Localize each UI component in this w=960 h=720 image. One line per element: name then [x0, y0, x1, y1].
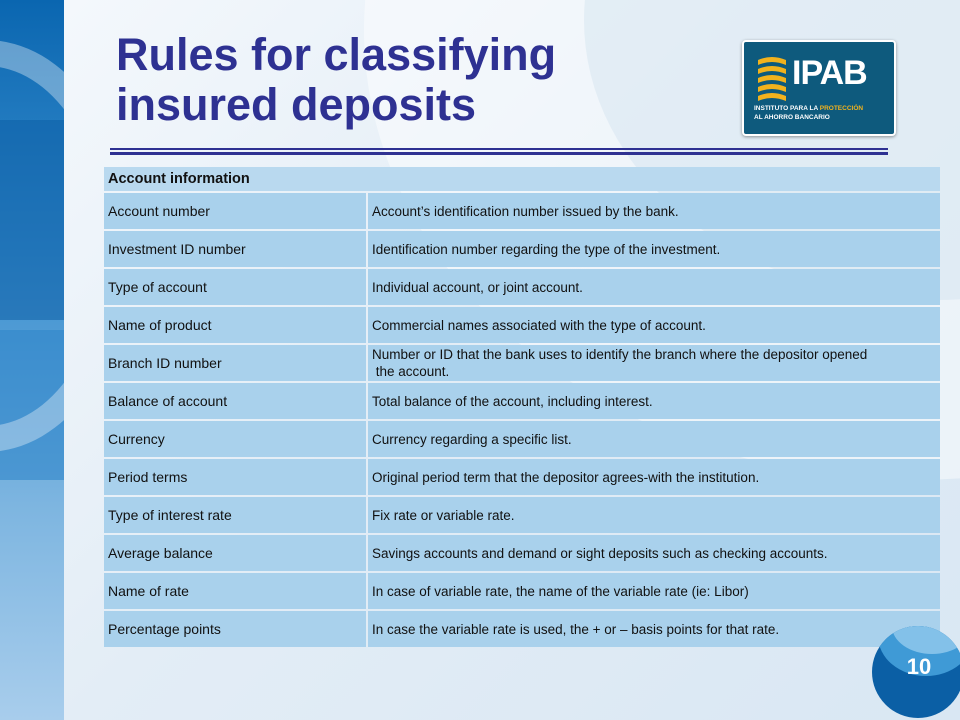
field-name: Type of account — [104, 269, 366, 305]
table-row — [104, 459, 940, 495]
page-number: 10 — [906, 654, 932, 679]
strip-curve — [0, 40, 64, 452]
title-divider — [110, 148, 888, 150]
field-name: Name of rate — [104, 573, 366, 609]
field-description — [368, 345, 940, 381]
table-row — [104, 269, 940, 305]
slide-title — [116, 30, 716, 130]
field-name: Investment ID number — [104, 231, 366, 267]
title-divider — [110, 152, 888, 155]
field-name: Name of product — [104, 307, 366, 343]
table-row — [104, 307, 940, 343]
field-name: Percentage points — [104, 611, 366, 647]
left-decorative-strip — [0, 0, 64, 720]
logo-subtitle-line2: AL AHORRO BANCARIO — [754, 114, 830, 121]
table-row — [104, 383, 940, 419]
logo-subtitle — [754, 104, 890, 122]
ipab-logo — [742, 40, 896, 136]
table-row — [104, 573, 940, 609]
description-line-1: Number or ID that the bank uses to identify the branch where the depositor opened — [372, 347, 868, 362]
description-line-2: the account. — [372, 364, 450, 379]
table-row — [104, 231, 940, 267]
field-description: Savings accounts and demand or sight deposits such as checking accounts. — [368, 535, 940, 571]
table-row — [104, 421, 940, 457]
field-name: Balance of account — [104, 383, 366, 419]
field-description: Commercial names associated with the type of account. — [368, 307, 940, 343]
ipab-logo-icon — [754, 56, 790, 104]
logo-wordmark: IPAB — [792, 54, 867, 92]
field-description: Individual account, or joint account. — [368, 269, 940, 305]
field-description: In case the variable rate is used, the + or – basis points for that rate. — [368, 611, 940, 647]
field-description: Account’s identification number issued by the bank. — [368, 193, 940, 229]
table-header-row — [104, 167, 940, 191]
field-description: Fix rate or variable rate. — [368, 497, 940, 533]
table-row — [104, 611, 940, 647]
table-row — [104, 193, 940, 229]
logo-subtitle-highlight: PROTECCIÓN — [819, 105, 864, 112]
table-row — [104, 535, 940, 571]
table-header: Account information — [104, 167, 940, 191]
table-row — [104, 497, 940, 533]
field-name: Average balance — [104, 535, 366, 571]
field-name: Type of interest rate — [104, 497, 366, 533]
field-description: Currency regarding a specific list. — [368, 421, 940, 457]
field-name: Branch ID number — [104, 345, 366, 381]
page-number-badge — [872, 626, 960, 718]
field-name: Account number — [104, 193, 366, 229]
field-description: Total balance of the account, including interest. — [368, 383, 940, 419]
field-name: Currency — [104, 421, 366, 457]
title-line-1: Rules for classifying — [116, 29, 557, 80]
account-information-table — [104, 167, 940, 649]
table-row — [104, 345, 940, 381]
logo-subtitle-a: INSTITUTO PARA LA — [754, 105, 820, 112]
title-line-2: insured deposits — [116, 79, 477, 130]
field-description: Original period term that the depositor agrees-with the institution. — [368, 459, 940, 495]
field-description: Identification number regarding the type of the investment. — [368, 231, 940, 267]
field-description: In case of variable rate, the name of the variable rate (ie: Libor) — [368, 573, 940, 609]
field-name: Period terms — [104, 459, 366, 495]
